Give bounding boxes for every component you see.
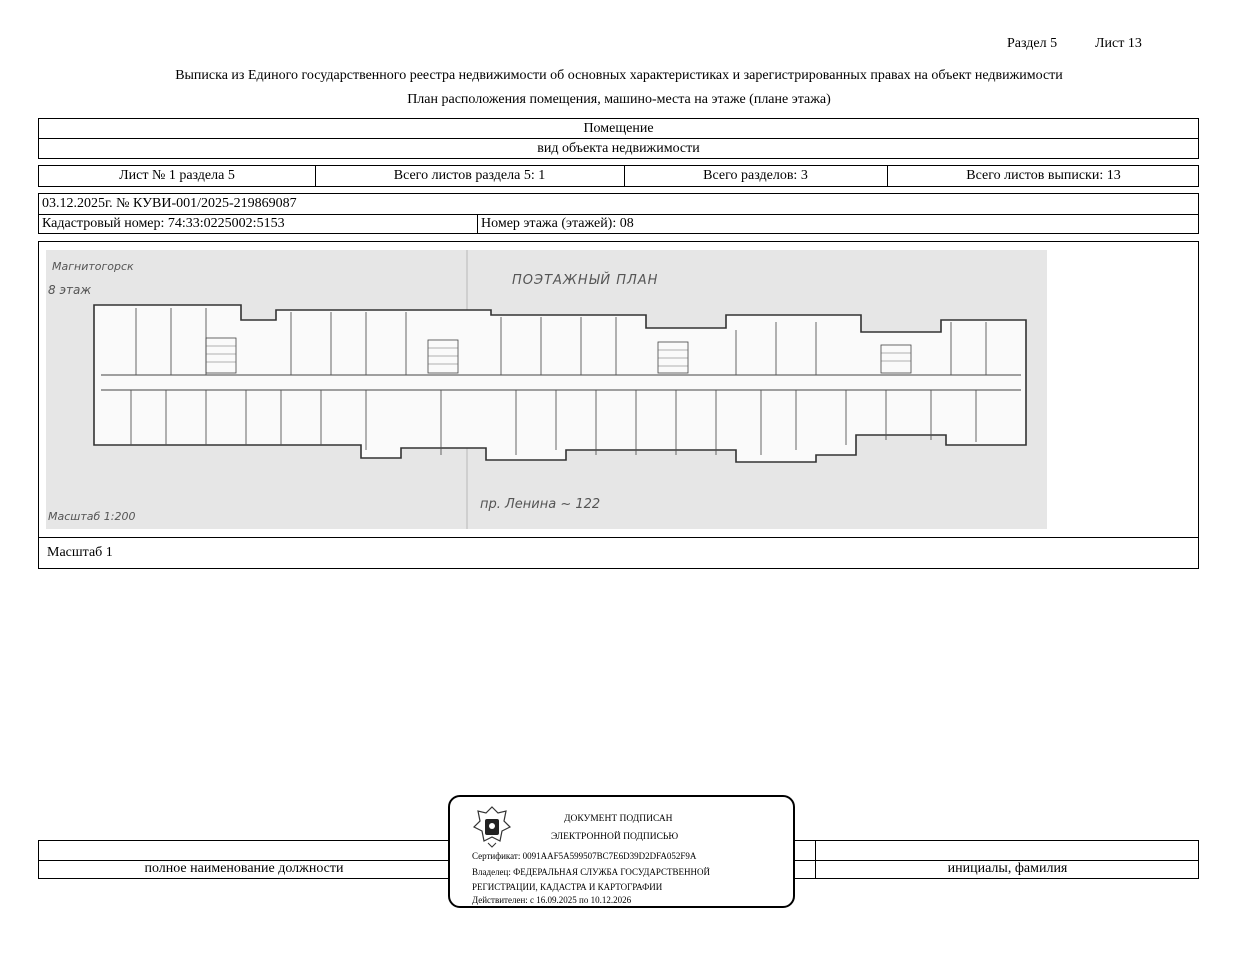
total-sections: Всего разделов: 3: [703, 168, 808, 183]
total-extract-sheets: Всего листов выписки: 13: [966, 168, 1121, 183]
electronic-signature-stamp: [448, 795, 795, 908]
floor-plan-drawing: [46, 250, 1047, 529]
divider: [477, 214, 478, 233]
emblem-icon: [470, 803, 514, 849]
object-type-caption: вид объекта недвижимости: [537, 141, 700, 156]
section-label: Раздел 5: [1007, 36, 1058, 51]
record-box: [38, 193, 1199, 234]
plan-scale-text: Масштаб 1:200: [48, 510, 136, 523]
total-section-sheets: Всего листов раздела 5: 1: [393, 168, 546, 183]
document-subtitle: План расположения помещения, машино-места на этаже (плане этажа): [407, 92, 831, 107]
divider: [39, 138, 1198, 139]
scale-caption: Масштаб 1: [47, 545, 113, 560]
sheet-label: Лист 13: [1095, 36, 1142, 51]
record-date-number: 03.12.2025г. № КУВИ-001/2025-219869087: [42, 196, 297, 211]
plan-title-text: ПОЭТАЖНЫЙ ПЛАН: [512, 273, 659, 288]
document-title: Выписка из Единого государственного реестра недвижимости об основных характеристиках и зарегистрированных правах на объект недвижимости: [175, 68, 1063, 83]
object-type-box: [38, 118, 1199, 159]
stamp-line2: ЭЛЕКТРОННОЙ ПОДПИСЬЮ: [551, 832, 679, 842]
divider: [39, 537, 1198, 538]
position-caption: полное наименование должности: [144, 861, 344, 876]
plan-address-text: пр. Ленина ~ 122: [480, 497, 601, 512]
name-caption: инициалы, фамилия: [947, 861, 1068, 876]
sheet-info-row: [38, 165, 1199, 187]
cadastral-number: Кадастровый номер: 74:33:0225002:5153: [42, 216, 285, 231]
stamp-owner-line2: РЕГИСТРАЦИИ, КАДАСТРА И КАРТОГРАФИИ: [472, 882, 663, 892]
floor-plan-image: [46, 250, 1047, 529]
floor-number: Номер этажа (этажей): 08: [481, 216, 634, 231]
stamp-owner-line1: Владелец: ФЕДЕРАЛЬНАЯ СЛУЖБА ГОСУДАРСТВЕННОЙ: [472, 867, 711, 877]
stamp-valid: Действителен: с 16.09.2025 по 10.12.2026: [472, 895, 632, 905]
stamp-certificate: Сертификат: 0091AAF5A599507BC7E6D39D2DFA052F9A: [472, 851, 697, 861]
object-type-value: Помещение: [583, 121, 654, 136]
sheet-of-section: Лист № 1 раздела 5: [119, 168, 235, 183]
stamp-line1: ДОКУМЕНТ ПОДПИСАН: [564, 814, 673, 824]
divider: [39, 214, 1198, 215]
plan-floor-text: 8 этаж: [48, 283, 92, 297]
plan-city-text: Магнитогорск: [52, 260, 134, 273]
